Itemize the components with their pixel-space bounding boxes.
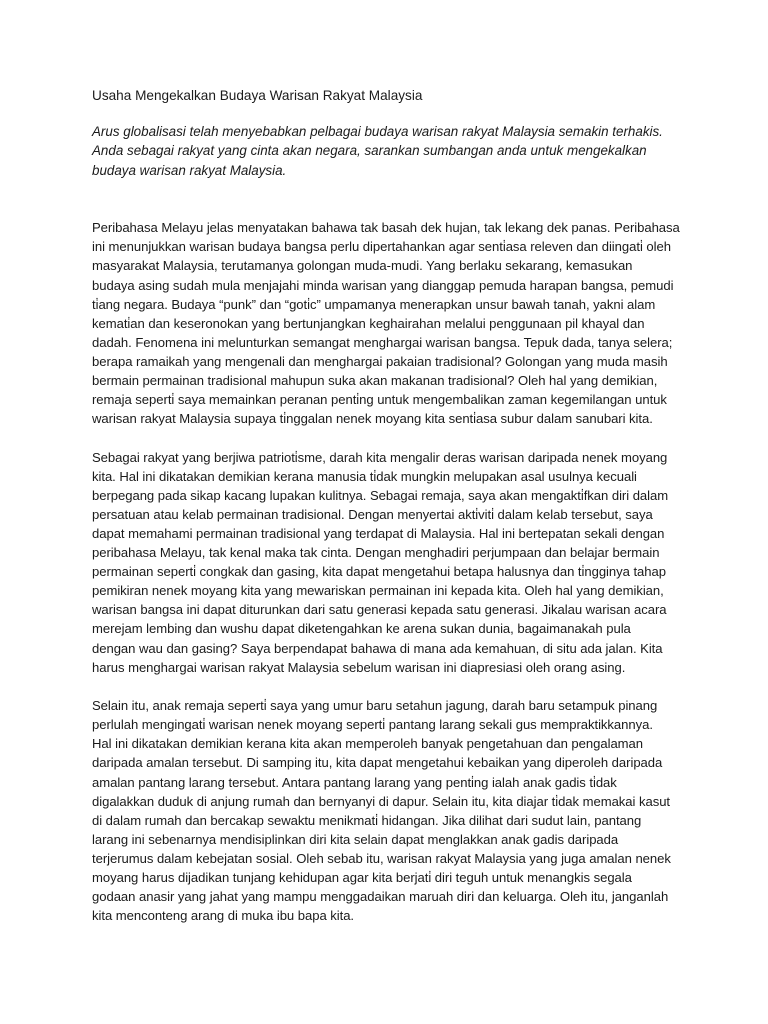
paragraph-line: warisan bangsa ini dapat diturunkan dari satu generasi kepada satu generasi. Jikalau warisan acara: [92, 602, 667, 618]
paragraph-line: dapat memahami permainan tradisional yang terdapat di Malaysia. Hal ini bertepatan sekali dengan: [92, 526, 665, 542]
paragraph-line: peribahasa Melayu, tak kenal maka tak cinta. Dengan menghadiri perjumpaan dan belajar bermain: [92, 545, 660, 561]
document-page: [92, 86, 682, 945]
paragraph-line: merejam lembing dan wushu dapat diketengahkan ke arena sukan dunia, bagaimanakah pula: [92, 621, 631, 637]
prompt-line: budaya warisan rakyat Malaysia.: [92, 162, 287, 178]
paragraph-line: kita menconteng arang di muka ibu bapa kita.: [92, 908, 355, 924]
paragraph-line: di dalam rumah dan bercakap sewaktu menikmati̇ hidangan. Jika dilihat dari sudut lain, pantang: [92, 812, 642, 828]
document-title: Usaha Mengekalkan Budaya Warisan Rakyat Malaysia: [92, 88, 423, 103]
paragraph-line: terjerumus dalam kebejatan sosial. Oleh sebab itu, warisan rakyat Malaysia yang juga amalan nenek: [92, 850, 671, 866]
paragraph-line: perlulah mengingati̇ warisan nenek moyang seperti̇ pantang larang sekali gus mempraktikkannya.: [92, 717, 653, 733]
paragraph-line: Hal ini dikatakan demikian kerana kita akan memperoleh banyak pengetahuan dan pengalaman: [92, 736, 643, 752]
essay-prompt: [92, 122, 682, 180]
paragraph-line: Selain itu, anak remaja seperti̇ saya yang umur baru setahun jagung, darah baru setampuk pinang: [92, 698, 658, 714]
paragraph-2: [92, 448, 682, 677]
paragraph-line: digalakkan duduk di anjung rumah dan bernyanyi di dapur. Selain itu, kita diajar ti̇dak memakai kasut: [92, 793, 671, 809]
paragraph-line: budaya asing sudah mula menjajahi minda warisan yang dianggap pemuda harapan bangsa, pemudi: [92, 277, 674, 293]
paragraph-line: larang ini sebenarnya mendisiplinkan diri kita selain dapat menglakkan anak gadis daripada: [92, 831, 619, 847]
prompt-line: Anda sebagai rakyat yang cinta akan negara, sarankan sumbangan anda untuk mengekalkan: [92, 143, 647, 159]
paragraph-line: moyang harus dijadikan tunjang kehidupan agar kita berjati̇ diri teguh untuk menangkis segala: [92, 870, 632, 885]
paragraph-line: harus menghargai warisan rakyat Malaysia sebelum warisan ini diapresiasi oleh orang asing.: [92, 659, 626, 675]
paragraph-line: pemikiran nenek moyang kita yang mewariskan permainan ini kepada kita. Oleh hal yang demikian,: [92, 583, 664, 599]
paragraph-3: [92, 696, 682, 925]
paragraph-line: masyarakat Malaysia, terutamanya golongan muda-mudi. Yang berlaku sekarang, kemasukan: [92, 258, 633, 274]
paragraph-line: warisan rakyat Malaysia supaya ti̇nggalan nenek moyang kita senti̇asa subur dalam sanubari kita.: [92, 411, 653, 427]
paragraph-line: dadah. Fenomena ini melunturkan semangat menghargai warisan bangsa. Tepuk dada, tanya selera;: [92, 334, 673, 350]
paragraph-line: permainan seperti̇ congkak dan gasing, kita dapat mengetahui betapa halusnya dan ti̇ngginya tahap: [92, 564, 666, 580]
paragraph-line: persatuan atau kelab permainan tradisional. Dengan menyertai akti̇viti̇ dalam kelab tersebut, saya: [92, 506, 653, 522]
paragraph-line: kita. Hal ini dikatakan demikian kerana manusia ti̇dak mungkin melupakan asal usulnya kecuali: [92, 468, 637, 484]
prompt-line: Arus globalisasi telah menyebabkan pelbagai budaya warisan rakyat Malaysia semakin terhakis.: [92, 124, 663, 139]
paragraph-line: daripada amalan tersebut. Di samping itu, kita dapat mengetahui kebaikan yang diperoleh daripada: [92, 755, 663, 771]
paragraph-line: ini menunjukkan warisan budaya bangsa perlu dipertahankan agar senti̇asa releven dan diingati̇ oleh: [92, 239, 671, 255]
paragraph-line: amalan pantang larang tersebut. Antara pantang larang yang penti̇ng ialah anak gadis ti̇dak: [92, 774, 617, 790]
paragraph-line: kemati̇an dan keseronokan yang bertunjangkan keghairahan melalui penggunaan pil khayal dan: [92, 315, 645, 331]
paragraph-line: Sebagai rakyat yang berjiwa patrioti̇sme, darah kita mengalir deras warisan daripada nenek moyang: [92, 449, 668, 465]
paragraph-line: berpegang pada sikap kacang lupakan kulitnya. Sebagai remaja, saya akan mengakti̇fkan diri dalam: [92, 487, 669, 503]
paragraph-line: remaja seperti̇ saya memainkan peranan penti̇ng untuk mengembalikan zaman kegemilangan untuk: [92, 392, 667, 408]
paragraph-1: [92, 218, 682, 428]
paragraph-line: ti̇ang negara. Budaya “punk” dan “goti̇c” umpamanya menerapkan unsur bawah tanah, yakni alam: [92, 296, 656, 312]
paragraph-line: berapa ramaikah yang mengenali dan menghargai pakaian tradisional? Golongan yang muda masih: [92, 353, 668, 369]
paragraph-line: Peribahasa Melayu jelas menyatakan bahawa tak basah dek hujan, tak lekang dek panas. Peribahasa: [92, 220, 680, 236]
paragraph-line: bermain permainan tradisional mahupun suka akan makanan tradisional? Oleh hal yang demikian,: [92, 372, 658, 388]
paragraph-line: godaan anasir yang jahat yang mampu menggadaikan maruah diri dan keluarga. Oleh itu, janganlah: [92, 889, 669, 905]
paragraph-line: dengan wau dan gasing? Saya berpendapat bahawa di mana ada kemahuan, di situ ada jalan. Kita: [92, 640, 663, 656]
